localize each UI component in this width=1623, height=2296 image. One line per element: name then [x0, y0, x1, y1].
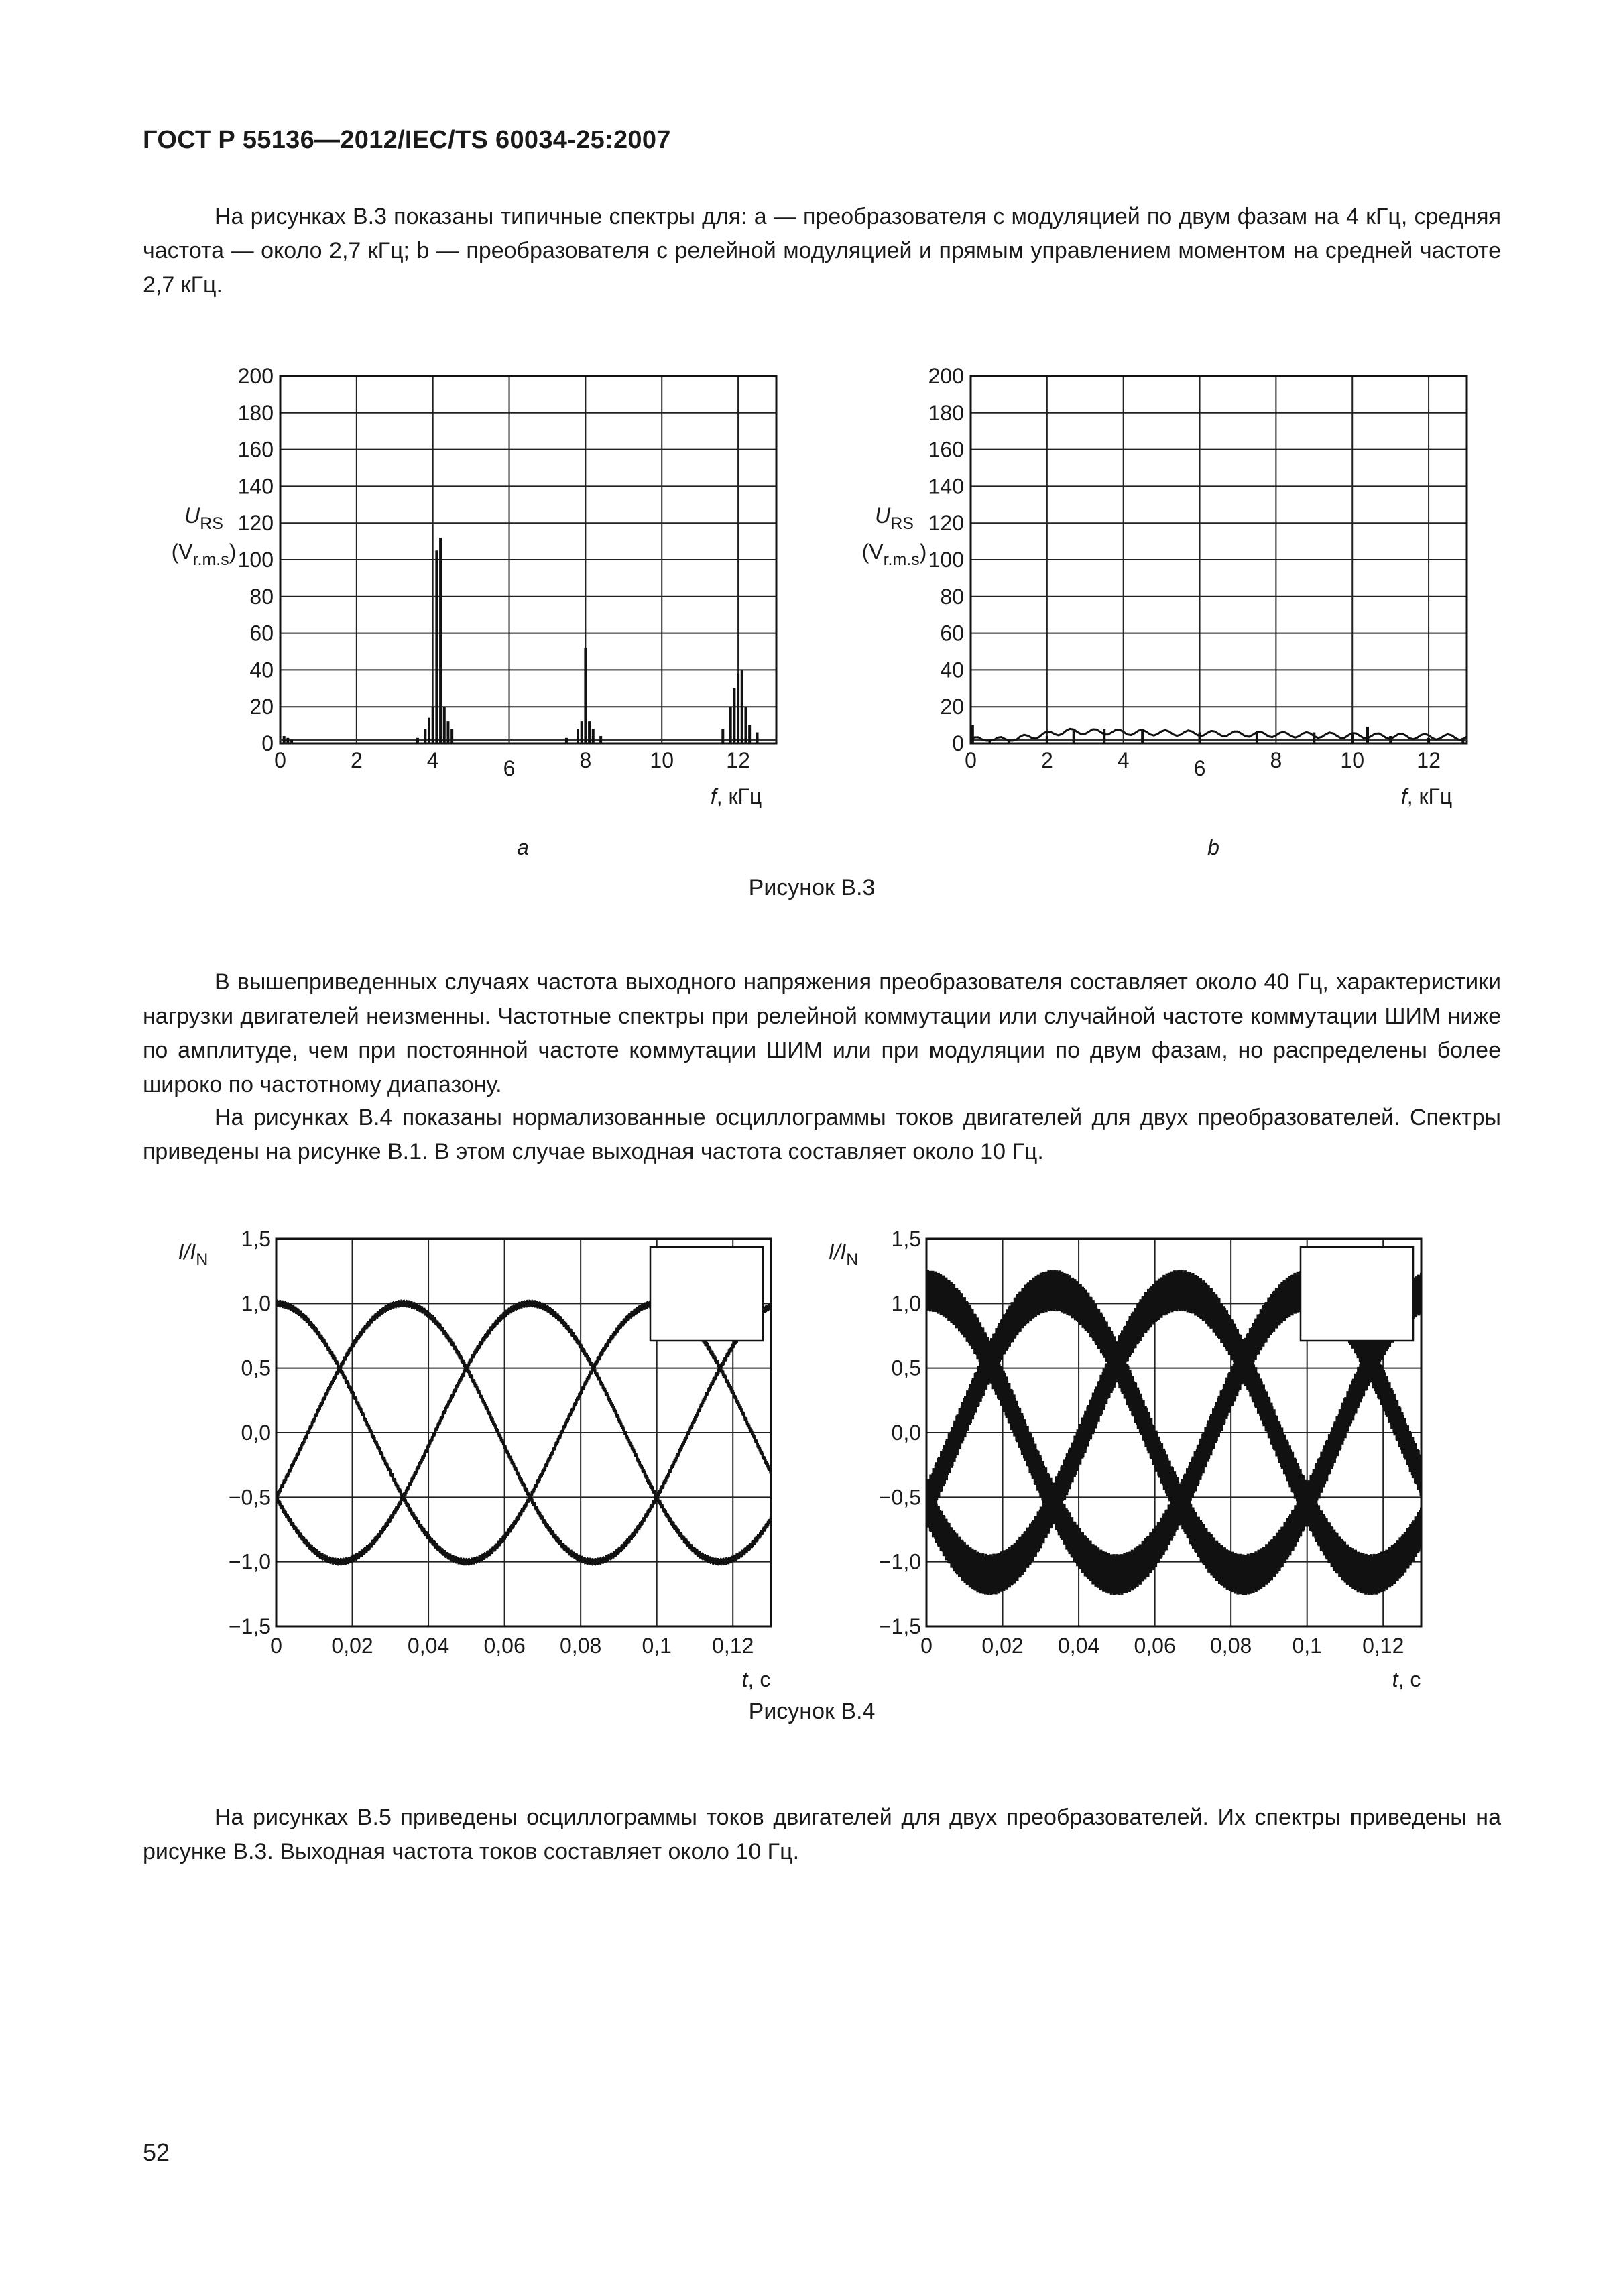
- y-tick-label: −1,5: [878, 1614, 921, 1638]
- y-tick-label: 20: [940, 694, 964, 719]
- x-tick-label: 0,02: [331, 1634, 373, 1658]
- paragraph-fig4-intro: На рисунках В.4 показаны нормализованные осциллограммы токов двигателей для двух преобразователей. Спектры приведены на рисунке В.1. В этом случае выходная частота составляет около 10 Гц.: [143, 1105, 1501, 1164]
- x-tick-label: 12: [1417, 748, 1441, 772]
- waveform-chart-a: [161, 1207, 791, 1703]
- y-axis-label: $U_{RS}$: [184, 503, 223, 533]
- x-tick-label: 8: [579, 748, 592, 772]
- y-tick-label: 100: [928, 548, 964, 572]
- x-tick-label: 0,04: [1057, 1634, 1100, 1658]
- y-tick-label: 1,5: [891, 1227, 921, 1251]
- x-tick-label: 0,06: [483, 1634, 526, 1658]
- y-tick-label: 40: [940, 658, 964, 682]
- y-tick-label: 0,0: [891, 1421, 921, 1445]
- paragraph-spectra-discussion: В вышеприведенных случаях частота выходного напряжения преобразователя составляет около 40 Гц, характеристики нагрузки двигателей неизменны. Частотные спектры при релейной коммутации или случайной частоте коммутации ШИМ ниже по амплитуде, чем при постоянной частоте коммутации ШИМ или при модуляции по двум фазам, но распределены более широко по частотному диапазону.: [143, 969, 1501, 1097]
- y-tick-label: 120: [237, 511, 274, 536]
- y-axis-label: $I/I_N$: [828, 1240, 859, 1269]
- figure-caption-b4: Рисунок В.4: [748, 1699, 876, 1724]
- y-tick-label: 140: [928, 474, 964, 499]
- y-tick-label: 1,0: [891, 1291, 921, 1316]
- y-tick-label: −1,0: [228, 1549, 271, 1574]
- x-axis-label: t, с: [741, 1667, 771, 1691]
- y-tick-label: 60: [940, 621, 964, 646]
- x-axis-label: f, кГц: [710, 784, 762, 808]
- y-tick-label: 200: [928, 364, 964, 388]
- x-axis-label: t, с: [1392, 1667, 1421, 1691]
- x-tick-label: 12: [726, 748, 750, 772]
- x-tick-label: 8: [1270, 748, 1282, 772]
- x-tick-label: 4: [1117, 748, 1130, 772]
- paragraph-fig3-intro: На рисунках В.3 показаны типичные спектры для: a — преобразователя с модуляцией по двум фазам на 4 кГц, средняя частота — около 2,7 кГц; b — преобразователя с релейной модуляцией и прямым управлением моментом на средней частоте 2,7 кГц.: [143, 204, 1501, 298]
- y-tick-label: 60: [249, 621, 274, 646]
- x-tick-label: 10: [650, 748, 674, 772]
- x-tick-label: 0,08: [1210, 1634, 1252, 1658]
- y-tick-label: 0,5: [891, 1355, 921, 1380]
- legend-box: [1301, 1247, 1413, 1341]
- paragraph-fig5-intro: На рисунках В.5 приведены осциллограммы токов двигателей для двух преобразователей. Их спектры приведены на рисунке В.3. Выходная частота токов составляет около 10 Гц.: [143, 1805, 1501, 1864]
- y-tick-label: 180: [237, 400, 274, 425]
- y-tick-label: 140: [237, 474, 274, 499]
- x-tick-label: 6: [503, 756, 516, 780]
- x-tick-label: 0: [270, 1634, 282, 1658]
- y-axis-label: $U_{RS}$: [875, 503, 914, 533]
- x-axis-label: f, кГц: [1400, 784, 1453, 808]
- y-tick-label: 100: [237, 548, 274, 572]
- spectrum-chart-a: [134, 362, 791, 871]
- y-axis-label: $I/I_N$: [178, 1240, 208, 1269]
- x-tick-label: 6: [1193, 756, 1206, 780]
- y-tick-label: 120: [928, 511, 964, 536]
- y-tick-label: 80: [249, 584, 274, 609]
- x-tick-label: 0,12: [1362, 1634, 1404, 1658]
- y-tick-label: 1,0: [241, 1291, 271, 1316]
- x-tick-label: 0,1: [642, 1634, 672, 1658]
- x-tick-label: 2: [350, 748, 363, 772]
- panel-label: a: [517, 835, 529, 859]
- y-tick-label: 160: [237, 437, 274, 462]
- y-tick-label: −0,5: [228, 1485, 271, 1510]
- spectrum-chart-b: [825, 362, 1482, 871]
- x-tick-label: 0,08: [560, 1634, 602, 1658]
- y-tick-label: −0,5: [878, 1485, 921, 1510]
- y-tick-label: 20: [249, 694, 274, 719]
- y-tick-label: 0,5: [241, 1355, 271, 1380]
- y-tick-label: 1,5: [241, 1227, 271, 1251]
- x-tick-label: 0: [965, 748, 977, 772]
- x-tick-label: 4: [426, 748, 439, 772]
- waveform-chart-b: [811, 1207, 1441, 1703]
- x-tick-label: 0: [274, 748, 286, 772]
- y-tick-label: −1,0: [878, 1549, 921, 1574]
- y-tick-label: 0: [952, 731, 964, 756]
- y-tick-label: 0,0: [241, 1421, 271, 1445]
- y-tick-label: 200: [237, 364, 274, 388]
- y-tick-label: 180: [928, 400, 964, 425]
- legend-box: [650, 1247, 763, 1341]
- x-tick-label: 0,12: [712, 1634, 754, 1658]
- y-tick-label: 0: [261, 731, 274, 756]
- x-tick-label: 0,02: [981, 1634, 1024, 1658]
- figure-caption-b3: Рисунок В.3: [748, 875, 876, 900]
- y-tick-label: 40: [249, 658, 274, 682]
- y-tick-label: 80: [940, 584, 964, 609]
- document-header: ГОСТ Р 55136—2012/IEC/TS 60034-25:2007: [143, 126, 671, 154]
- y-tick-label: −1,5: [228, 1614, 271, 1638]
- x-tick-label: 0,06: [1134, 1634, 1176, 1658]
- page-number: 52: [143, 2138, 170, 2166]
- y-axis-unit: $(V_{r.m.s})$: [861, 540, 927, 569]
- x-tick-label: 10: [1340, 748, 1365, 772]
- x-tick-label: 2: [1040, 748, 1053, 772]
- y-tick-label: 160: [928, 437, 964, 462]
- x-tick-label: 0,1: [1292, 1634, 1322, 1658]
- panel-label: b: [1207, 835, 1219, 859]
- y-axis-unit: $(V_{r.m.s})$: [171, 540, 237, 569]
- x-tick-label: 0,04: [407, 1634, 450, 1658]
- x-tick-label: 0: [920, 1634, 933, 1658]
